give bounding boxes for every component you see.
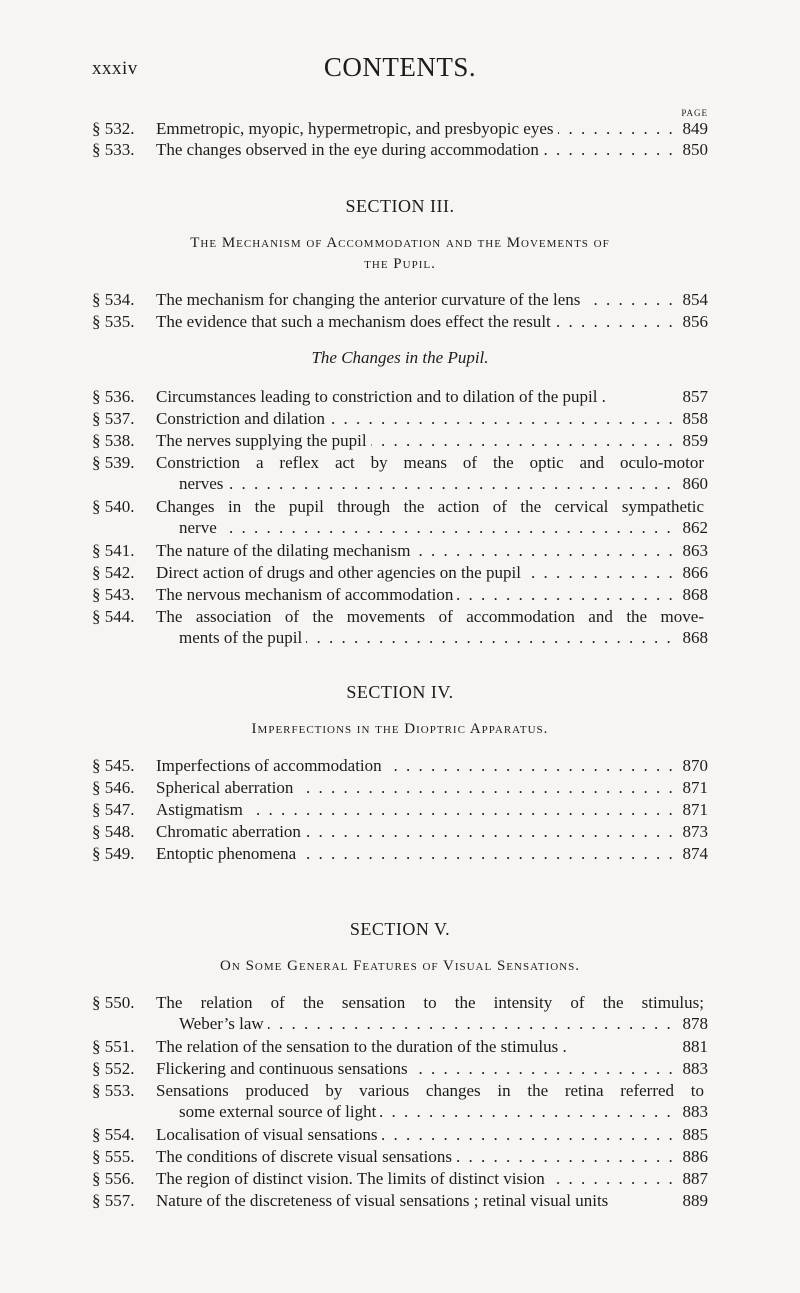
section-number: § 545. bbox=[92, 756, 135, 775]
page-ref: 859 bbox=[679, 430, 709, 451]
page-ref: 862 bbox=[679, 517, 709, 538]
page-number: xxxiv bbox=[92, 58, 138, 79]
toc-entry-545 bbox=[92, 755, 708, 776]
toc-entry-535 bbox=[92, 311, 708, 332]
section-number: § 553. bbox=[92, 1081, 135, 1100]
page-ref: 866 bbox=[679, 562, 709, 583]
section-number: § 538. bbox=[92, 431, 135, 450]
toc-entry-552 bbox=[92, 1058, 708, 1079]
page-ref: 887 bbox=[679, 1168, 709, 1189]
entry-line: The evidence that such a mechanism does effect the result 856 . . . bbox=[156, 311, 708, 332]
toc-entry-551 bbox=[92, 1036, 708, 1057]
toc-entry-557 bbox=[92, 1190, 708, 1211]
toc-entry-544 bbox=[92, 606, 708, 648]
section-subtitle: Imperfections in the Dioptric Apparatus. bbox=[251, 721, 549, 737]
page-ref: 878 bbox=[679, 1013, 709, 1034]
entry-line: The nerves supplying the pupil 859 . . . bbox=[156, 430, 708, 451]
section-number: § 536. bbox=[92, 387, 135, 406]
entry-line: Nature of the discreteness of visual sensations ; retinal visual units 889 bbox=[156, 1191, 708, 1210]
section-number: § 549. bbox=[92, 844, 135, 863]
section-heading: SECTION III. bbox=[345, 196, 455, 216]
page-ref: 885 bbox=[679, 1124, 709, 1145]
section-number: § 551. bbox=[92, 1037, 135, 1056]
section-number: § 552. bbox=[92, 1059, 135, 1078]
section-number: § 555. bbox=[92, 1147, 135, 1166]
page-ref: 849 bbox=[679, 118, 709, 139]
page-ref: 850 bbox=[679, 139, 709, 160]
page-ref: 854 bbox=[679, 289, 709, 310]
entry-line-cont: nerve 862 . . . bbox=[179, 517, 708, 538]
entry-line-cont: nerves 860 . . . bbox=[179, 473, 708, 494]
section-number: § 539. bbox=[92, 453, 135, 472]
section-number: § 537. bbox=[92, 409, 135, 428]
entry-line: The region of distinct vision. The limits of distinct vision 887 . . . bbox=[156, 1168, 708, 1189]
entry-line: Localisation of visual sensations 885 . . . bbox=[156, 1124, 708, 1145]
page-ref: 858 bbox=[679, 408, 709, 429]
page-ref: 868 bbox=[679, 627, 709, 648]
page-header bbox=[92, 52, 708, 82]
page-ref: 868 bbox=[679, 584, 709, 605]
entry-line: Emmetropic, myopic, hypermetropic, and presbyopic eyes 849 . . . bbox=[156, 118, 708, 139]
toc-entry-538 bbox=[92, 430, 708, 451]
section-number: § 546. bbox=[92, 778, 135, 797]
toc-entry-554 bbox=[92, 1124, 708, 1145]
toc-entry-534 bbox=[92, 289, 708, 310]
toc-entry-555 bbox=[92, 1146, 708, 1167]
entry-line: Direct action of drugs and other agencies on the pupil 866 . . . bbox=[156, 562, 708, 583]
entry-line: Flickering and continuous sensations 883 . . . bbox=[156, 1058, 708, 1079]
page-ref: 870 bbox=[679, 755, 709, 776]
entry-line: Circumstances leading to constriction and to dilation of the pupil . 857 bbox=[156, 387, 708, 406]
toc-entry-537 bbox=[92, 408, 708, 429]
entry-line: Astigmatism 871 . . . bbox=[156, 799, 708, 820]
section-number: § 535. bbox=[92, 312, 135, 331]
toc-entry-533 bbox=[92, 139, 708, 160]
page-ref: 873 bbox=[679, 821, 709, 842]
section-number: § 556. bbox=[92, 1169, 135, 1188]
toc-entry-550 bbox=[92, 992, 708, 1034]
entry-line-cont: ments of the pupil 868 . . . bbox=[179, 627, 708, 648]
section-number: § 540. bbox=[92, 497, 135, 516]
page-ref: 886 bbox=[679, 1146, 709, 1167]
page-ref: 889 bbox=[679, 1190, 709, 1211]
section-number: § 534. bbox=[92, 290, 135, 309]
page-ref: 881 bbox=[679, 1036, 709, 1057]
section-heading: SECTION IV. bbox=[346, 682, 454, 702]
page-ref: 856 bbox=[679, 311, 709, 332]
entry-line: The nervous mechanism of accommodation 868 . . . bbox=[156, 584, 708, 605]
entry-line: Sensations produced by various changes in the retina referred to bbox=[156, 1080, 708, 1101]
toc-entry-548 bbox=[92, 821, 708, 842]
page-column-label: PAGE bbox=[681, 108, 708, 118]
toc-entry-543 bbox=[92, 584, 708, 605]
section-subtitle: The Mechanism of Accommodation and the Movements of bbox=[190, 235, 610, 251]
section-heading: SECTION V. bbox=[349, 919, 451, 939]
toc-entry-541 bbox=[92, 540, 708, 561]
section-number: § 557. bbox=[92, 1191, 135, 1210]
page-ref: 871 bbox=[679, 777, 709, 798]
entry-line: Changes in the pupil through the action of the cervical sympathetic bbox=[156, 496, 708, 517]
entry-line: Imperfections of accommodation 870 . . . bbox=[156, 755, 708, 776]
page-ref: 863 bbox=[679, 540, 709, 561]
section-number: § 550. bbox=[92, 993, 135, 1012]
section-number: § 533. bbox=[92, 140, 135, 159]
page-ref: 871 bbox=[679, 799, 709, 820]
toc-entry-556 bbox=[92, 1168, 708, 1189]
entry-line: Constriction and dilation 858 . . . bbox=[156, 408, 708, 429]
section-number: § 544. bbox=[92, 607, 135, 626]
entry-line: The nature of the dilating mechanism 863 . . . bbox=[156, 540, 708, 561]
section-number: § 542. bbox=[92, 563, 135, 582]
subsection-title: The Changes in the Pupil. bbox=[311, 348, 489, 367]
entry-line: Chromatic aberration 873 . . . bbox=[156, 821, 708, 842]
toc-entry-532 bbox=[92, 118, 708, 139]
page-title: CONTENTS. bbox=[323, 52, 477, 82]
section-number: § 541. bbox=[92, 541, 135, 560]
toc-entry-546 bbox=[92, 777, 708, 798]
entry-line: Spherical aberration 871 . . . bbox=[156, 777, 708, 798]
toc-entry-542 bbox=[92, 562, 708, 583]
section-number: § 532. bbox=[92, 119, 135, 138]
page-ref: 874 bbox=[679, 843, 709, 864]
section-number: § 554. bbox=[92, 1125, 135, 1144]
toc-entry-553 bbox=[92, 1080, 708, 1122]
entry-line: The relation of the sensation to the intensity of the stimulus; bbox=[156, 992, 708, 1013]
toc-entry-547 bbox=[92, 799, 708, 820]
entry-line-cont: some external source of light 883 . . . bbox=[179, 1101, 708, 1122]
entry-line: The conditions of discrete visual sensations 886 . . . bbox=[156, 1146, 708, 1167]
section-subtitle: On Some General Features of Visual Sensations. bbox=[220, 958, 580, 974]
entry-line: Constriction a reflex act by means of the optic and oculo-motor bbox=[156, 452, 708, 473]
toc-entry-539 bbox=[92, 452, 708, 494]
section-number: § 548. bbox=[92, 822, 135, 841]
section-number: § 547. bbox=[92, 800, 135, 819]
entry-line: The association of the movements of accommodation and the move- bbox=[156, 606, 708, 627]
page-ref: 857 bbox=[679, 386, 709, 407]
section-subtitle-cont: the Pupil. bbox=[364, 256, 436, 272]
page-ref: 883 bbox=[679, 1058, 709, 1079]
entry-line-cont: Weber’s law 878 . . . bbox=[179, 1013, 708, 1034]
page-ref: 883 bbox=[679, 1101, 709, 1122]
toc-entry-536 bbox=[92, 386, 708, 407]
entry-line: The mechanism for changing the anterior curvature of the lens 854 . . . bbox=[156, 289, 708, 310]
toc-entry-549 bbox=[92, 843, 708, 864]
section-number: § 543. bbox=[92, 585, 135, 604]
entry-line: The changes observed in the eye during accommodation 850 . . . bbox=[156, 139, 708, 160]
entry-line: The relation of the sensation to the duration of the stimulus . 881 bbox=[156, 1037, 708, 1056]
entry-line: Entoptic phenomena 874 . . . bbox=[156, 843, 708, 864]
page-ref: 860 bbox=[679, 473, 709, 494]
toc-entry-540 bbox=[92, 496, 708, 538]
